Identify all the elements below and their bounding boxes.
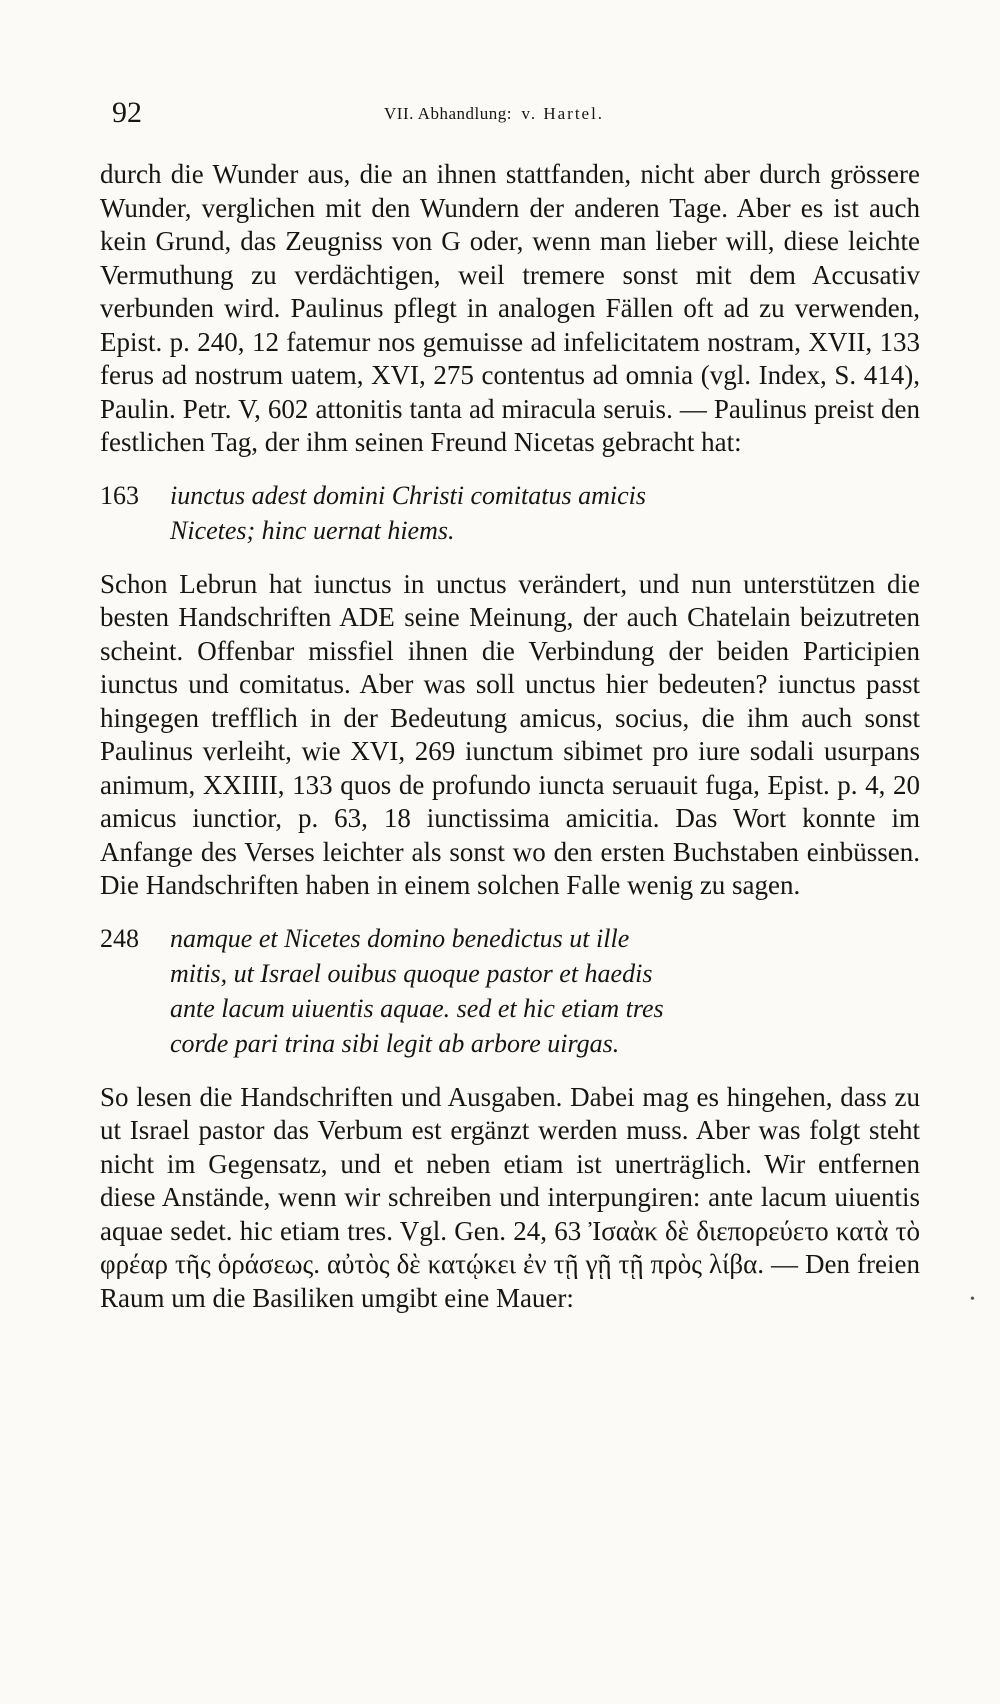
verse-text: corde pari trina sibi legit ab arbore uirgas. [170, 1028, 620, 1058]
verse-text: ante lacum uiuentis aquae. sed et hic etiam tres [170, 993, 664, 1023]
verse-line [100, 478, 920, 513]
verse-text: namque et Nicetes domino benedictus ut ille [170, 923, 630, 953]
verse-quote [100, 921, 920, 1061]
verse-line [100, 991, 920, 1026]
page-header [112, 96, 912, 136]
running-head [384, 104, 604, 124]
paragraph: So lesen die Handschriften und Ausgaben. Dabei mag es hingehen, dass zu ut Israel pastor das Verbum est ergänzt werden muss. Aber was folgt steht nicht im Gegensatz, und et neben etiam ist unerträglich. Wir entfernen diese Anstände, wenn wir schreiben und interpungiren: ante lacum uiuentis aquae sedet. hic etiam tres. Vgl. Gen. 24, 63 Ἰσαὰκ δὲ διεπορεύετο κατὰ τὸ φρέαρ τῆς ὁράσεως. αὐτὸς δὲ κατῴκει ἐν τῇ γῇ τῇ πρὸς λίβα. — Den freien Raum um die Basiliken umgibt eine Mauer: [100, 1081, 920, 1313]
verse-number: 248 [100, 923, 139, 953]
page-number: 92 [112, 96, 142, 129]
verse-text: mitis, ut Israel ouibus quoque pastor et haedis [170, 958, 653, 988]
verse-line [100, 513, 920, 548]
paragraph: durch die Wunder aus, die an ihnen stattfanden, nicht aber durch grössere Wunder, verglichen mit den Wundern der anderen Tage. Aber es ist auch kein Grund, das Zeugniss von G oder, wenn man lieber will, diese leichte Vermuthung zu verdächtigen, weil tremere sonst mit dem Accusativ verbunden wird. Paulinus pflegt in analogen Fällen oft ad zu verwenden, Epist. p. 240, 12 fatemur nos gemuisse ad infelicitatem nostram, XVII, 133 ferus ad nostrum uatem, XVI, 275 contentus ad omnia (vgl. Index, S. 414), Paulin. Petr. V, 602 attonitis tanta ad miracula seruis. — Paulinus preist den festlichen Tag, der ihm seinen Freund Nicetas gebracht hat: [100, 159, 920, 457]
verse-text: iunctus adest domini Christi comitatus amicis [170, 480, 646, 510]
text-body [100, 158, 920, 1315]
verse-text: Nicetes; hinc uernat hiems. [170, 515, 455, 545]
verse-number: 163 [100, 480, 139, 510]
running-head-title: VII. Abhandlung: [384, 104, 512, 123]
verse-line [100, 956, 920, 991]
verse-quote [100, 478, 920, 548]
verse-line [100, 921, 920, 956]
margin-dot: • [970, 1292, 975, 1307]
running-head-author: v. Hartel. [521, 104, 605, 123]
verse-line [100, 1026, 920, 1061]
paragraph: Schon Lebrun hat iunctus in unctus verändert, und nun unterstützen die besten Handschriften ADE seine Meinung, der auch Chatelain beizutreten scheint. Offenbar missfiel ihnen die Verbindung der beiden Participien iunctus und comitatus. Aber was soll unctus hier bedeuten? iunctus passt hingegen trefflich in der Bedeutung amicus, socius, die ihm auch sonst Paulinus verleiht, wie XVI, 269 iunctum sibimet pro iure sodali usurpans animum, XXIIII, 133 quos de profundo iuncta seruauit fuga, Epist. p. 4, 20 amicus iunctior, p. 63, 18 iunctissima amicitia. Das Wort konnte im Anfange des Verses leichter als sonst wo den ersten Buchstaben einbüssen. Die Handschriften haben in einem solchen Falle wenig zu sagen. [100, 568, 920, 900]
